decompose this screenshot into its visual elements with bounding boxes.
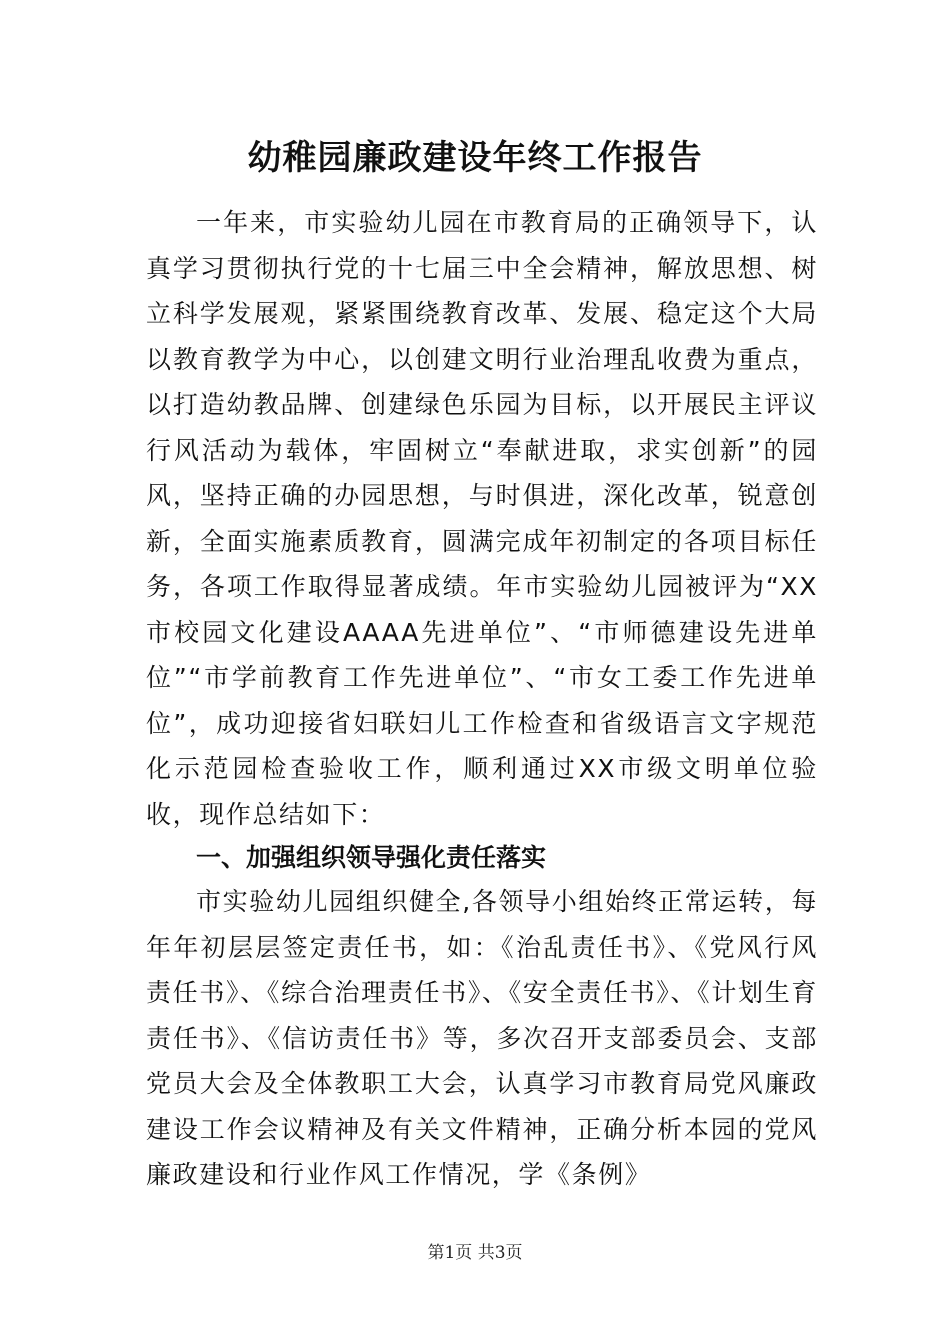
document-title: 幼稚园廉政建设年终工作报告 — [247, 138, 703, 178]
section-paragraph: 市实验幼儿园组织健全,各领导小组始终正常运转，每年年初层层签定责任书，如：《治乱责任书》、《党风行风责任书》、《综合治理责任书》、《安全责任书》、《计划生育责任书》、《信访责任书》等，多次召开支部委员会、支部党员大会及全体教职工大会，认真学习市教育局党风廉政建设工作会议精神及有关文件精神，正确分析本园的党风廉政建设和行业作风工作情况，学《条例》 — [146, 887, 818, 1189]
page-number-footer: 第1页 共3页 — [427, 1243, 523, 1263]
intro-paragraph: 一年来，市实验幼儿园在市教育局的正确领导下，认真学习贯彻执行党的十七届三中全会精神，解放思想、树立科学发展观，紧紧围绕教育改革、发展、稳定这个大局以教育教学为中心，以创建文明行业治理乱收费为重点，以打造幼教品牌、创建绿色乐园为目标，以开展民主评议行风活动为载体，牢固树立“奉献进取，求实创新”的园风，坚持正确的办园思想，与时俱进，深化改革，锐意创新，全面实施素质教育，圆满完成年初制定的各项目标任务，各项工作取得显著成绩。年市实验幼儿园被评为“XX市校园文化建设AAAA先进单位”、“市师德建设先进单位”“市学前教育工作先进单位”、“市女工委工作先进单位”，成功迎接省妇联妇儿工作检查和省级语言文字规范化示范园检查验收工作，顺利通过XX市级文明单位验收，现作总结如下： — [146, 208, 818, 829]
section-heading: 一、加强组织领导强化责任落实 — [196, 843, 547, 872]
